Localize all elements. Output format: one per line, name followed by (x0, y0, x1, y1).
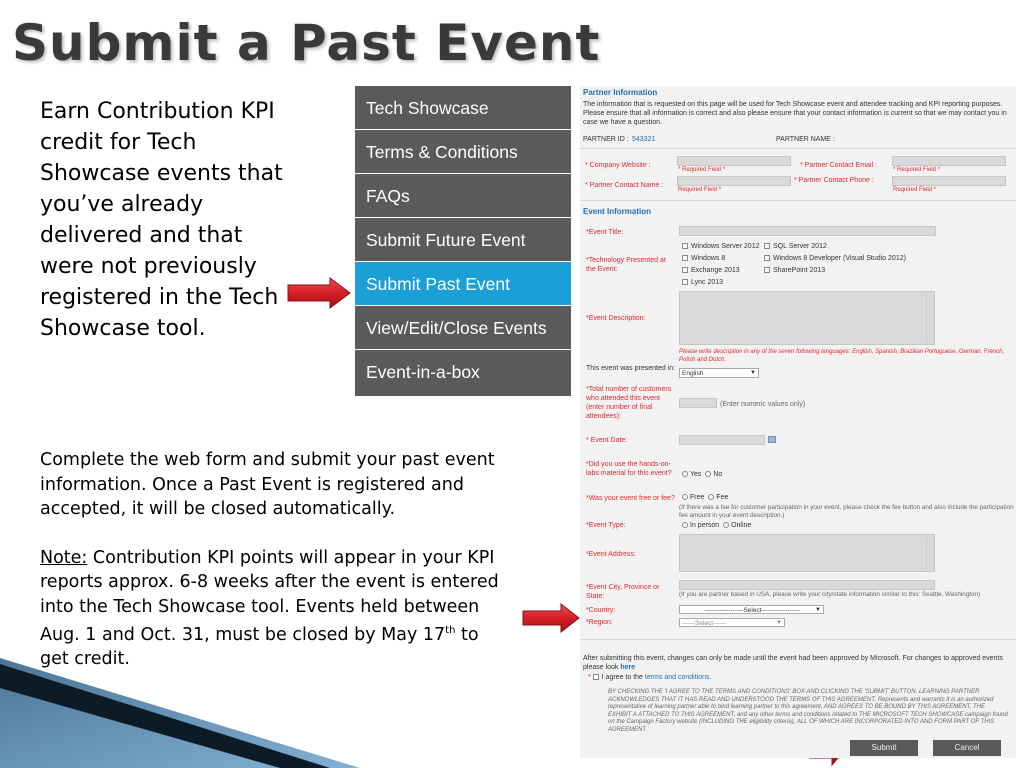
attendees-input[interactable] (679, 398, 717, 408)
pointer-arrow-icon (521, 602, 581, 634)
event-date-input[interactable] (679, 435, 765, 445)
partner-name-label: PARTNER NAME : (776, 136, 835, 143)
city-label: *Event City, Province or State: (586, 584, 660, 600)
decorative-swoosh (0, 658, 360, 768)
legal-text: BY CHECKING THE 'I AGREE TO THE TERMS AND CONDITIONS' BOX AND CLICKING THE 'SUBMIT' BUTTON, LEARNING PARTNER ACKNOWLEDGES THAT IT HAS READ AND UNDERSTOOD THE TERMS OF THIS AGREEMENT, Represents and warrants it is an authorized representative of learning partner able to bind learning partner to this agreement, AND AGREES TO BE BOUND BY THIS AGREEMENT, THE EXHIBIT A ATTACHED TO THIS AGREEMENT, and any other terms and conditions related to THE MICROSOFT TECH SHOWCASE campaign found on the Campaign Factory website (INCLUDING THE eligibility criteria), ALL OF WHICH ARE INCORPORATED INTO AND FORM PART OF THIS AGREEMENT. (608, 689, 1008, 733)
attendees-label: *Total number of customers who attended this event (enter number of final attendees): (586, 386, 672, 420)
radio-free[interactable] (682, 494, 688, 500)
required-field-note: Required Field * (678, 187, 722, 193)
pointer-arrow-icon (286, 276, 352, 310)
intro-text: Earn Contribution KPI credit for Tech Showcase events that you’ve already delivered and that were not previously registered in the Tech Showcase tool. (40, 99, 283, 341)
partner-contact-name-label: * Partner Contact Name : (585, 182, 664, 189)
language-note: Please write description in any of the seven following languages: English, Spanish, Brazilian Portuguese, German, French, Polish and Dutch. (679, 349, 1005, 363)
radio-online[interactable] (723, 522, 729, 528)
free-fee-label: *Was your event free or fee? (586, 495, 675, 502)
partner-info-title: Partner Information (583, 88, 658, 97)
submit-button[interactable]: Submit (850, 740, 918, 756)
nav-item-terms-conditions[interactable]: Terms & Conditions (355, 130, 571, 174)
required-field-note: Required Field * (893, 187, 937, 193)
presented-in-label: This event was presented in: (586, 365, 676, 372)
past-event-form (580, 86, 1016, 758)
nav-item-faqs[interactable]: FAQs (355, 174, 571, 218)
calendar-icon[interactable] (768, 436, 776, 443)
region-label: *Region: (586, 619, 613, 626)
required-field-note: * Required Field * (678, 167, 726, 173)
country-select[interactable]: ------------------Select------------------ ▼ (679, 605, 824, 614)
checkbox[interactable] (764, 255, 770, 261)
language-select[interactable]: English ▼ (679, 368, 759, 378)
note-text-a: Contribution KPI points will appear in your KPI reports approx. 6-8 weeks after the event is entered into the Tech Showcase tool. Events held between Aug. 1 and Oct. 31, must be closed by May 17 (40, 547, 499, 645)
divider (580, 200, 1016, 201)
note-label: Note: (40, 547, 88, 568)
cancel-button[interactable]: Cancel (933, 740, 1001, 756)
nav-item-submit-past-event[interactable]: Submit Past Event (355, 262, 571, 306)
nav-item-view-edit-close-events[interactable]: View/Edit/Close Events (355, 306, 571, 350)
partner-contact-name-input[interactable] (677, 176, 791, 186)
tech-option[interactable]: Windows 8 (682, 255, 725, 262)
checkbox[interactable] (764, 267, 770, 273)
hands-on-label: *Did you use the hands-on-labs material for this event? (586, 461, 672, 477)
event-description-textarea[interactable] (679, 291, 935, 345)
technology-label: *Technology Presented at the Event: (586, 257, 666, 273)
here-link[interactable]: here (620, 664, 636, 671)
radio-no[interactable] (705, 471, 711, 477)
event-type-label: *Event Type: (586, 522, 626, 529)
attendees-hint: (Enter numeric values only) (720, 401, 806, 408)
checkbox[interactable] (682, 255, 688, 261)
tech-option[interactable]: Exchange 2013 (682, 267, 740, 274)
tech-option[interactable]: Windows Server 2012 (682, 243, 759, 250)
required-field-note: * Required Field * (893, 167, 941, 173)
partner-info-text: The information that is requested on this page will be used for Tech Showcase event and attendee tracking and KPI reporting purposes. Please ensure that all information is correct and also please ensure that your contact information is current so that we may contact you in case we have a question. (583, 101, 1007, 126)
company-website-input[interactable] (677, 156, 791, 166)
radio-in-person[interactable] (682, 522, 688, 528)
event-type-options: In person Online (682, 522, 751, 529)
checkbox[interactable] (682, 243, 688, 249)
after-submit-text: After submitting this event, changes can only be made until the event had been approved by Microsoft. For changes to approved events please look here (583, 655, 1003, 671)
tech-option[interactable]: Windows 8 Developer (Visual Studio 2012) (764, 255, 906, 262)
city-input[interactable] (679, 580, 935, 590)
partner-contact-email-input[interactable] (892, 156, 1006, 166)
partner-contact-email-label: * Partner Contact Email : (800, 162, 878, 169)
region-select[interactable]: ------Select------ ▼ (679, 618, 785, 627)
radio-yes[interactable] (682, 471, 688, 477)
note-sup: th (445, 625, 456, 636)
partner-contact-phone-input[interactable] (892, 176, 1006, 186)
chevron-down-icon: ▼ (815, 607, 821, 613)
note-paragraph (40, 546, 500, 672)
city-note: (If you are partner based in USA, please write your city/state information similar to this: Seattle, Washington) (679, 591, 981, 598)
company-website-label: * Company Website : (585, 162, 651, 169)
event-date-label: * Event Date: (586, 437, 628, 444)
divider (580, 148, 1016, 149)
partner-id-value: 543321 (632, 136, 656, 143)
chevron-down-icon: ▼ (776, 620, 782, 626)
tech-option[interactable]: SQL Server 2012 (764, 243, 827, 250)
fee-note: (If there was a fee for customer participation in your event, please check the fee button and also include the participation fee amount in your event description.) (679, 504, 1014, 519)
body-text (40, 448, 500, 672)
checkbox[interactable] (682, 267, 688, 273)
slide-title: Submit a Past Event (12, 14, 601, 72)
radio-fee[interactable] (708, 494, 714, 500)
event-title-label: *Event Title: (586, 229, 624, 236)
event-address-textarea[interactable] (679, 534, 935, 572)
chevron-down-icon: ▼ (750, 370, 756, 376)
divider (580, 639, 1016, 640)
hands-on-options: Yes No (682, 471, 722, 478)
event-description-label: *Event Description: (586, 315, 646, 322)
nav-item-event-in-a-box[interactable]: Event-in-a-box (366, 362, 480, 382)
agree-checkbox[interactable] (593, 674, 599, 680)
event-title-input[interactable] (679, 226, 936, 236)
tech-option[interactable]: SharePoint 2013 (764, 267, 825, 274)
body-paragraph: Complete the web form and submit your past event information. Once a Past Event is registered and accepted, it will be closed automatically. (40, 450, 495, 519)
partner-contact-phone-label: * Partner Contact Phone : (794, 177, 874, 184)
checkbox[interactable] (764, 243, 770, 249)
event-info-title: Event Information (583, 207, 652, 216)
free-fee-options: Free Fee (682, 494, 728, 501)
event-address-label: *Event Address: (586, 551, 636, 558)
partner-id-label: PARTNER ID : (583, 136, 629, 143)
note-text-b: to get credit. (40, 624, 479, 670)
tech-option[interactable]: Lync 2013 (682, 279, 723, 286)
checkbox[interactable] (682, 279, 688, 285)
terms-link[interactable]: terms and conditions. (644, 674, 712, 681)
event-nav-menu (355, 86, 571, 396)
country-label: *Country: (586, 607, 616, 614)
agree-row: * I agree to the terms and conditions. (588, 674, 712, 681)
nav-item-submit-future-event[interactable]: Submit Future Event (355, 218, 571, 262)
nav-item-tech-showcase[interactable]: Tech Showcase (355, 86, 571, 130)
